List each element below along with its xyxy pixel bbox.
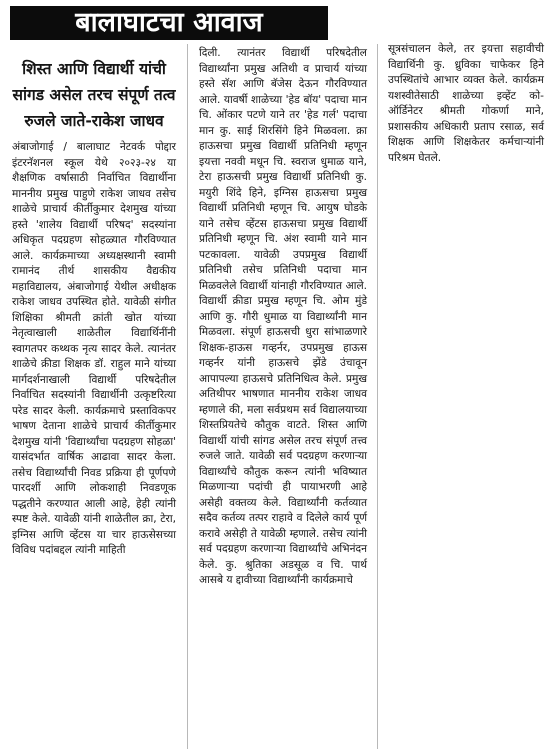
article-column-1 [12, 56, 176, 559]
headline-line-1: शिस्त आणि विद्यार्थी यांची [22, 60, 166, 78]
article-body-column-1: अंबाजोगाई / बालाघाट नेटवर्क पोद्दार इंटरनॅशनल स्कूल येथे २०२३-२४ या शैक्षणिक वर्षासाठी निर्वाचित विद्यार्थीना माननीय प्रमुख पाहुणे राकेश जाधव तसेच शाळेचे प्राचार्य कीर्तीकुमार देशमुख यांच्या हस्ते 'शालेय विद्यार्थी परिषद' सदस्यांना अधिकृत पदग्रहण सोहळ्यात गौरविण्यात आले. कार्यक्रमाच्या अध्यक्षस्थानी स्वामी रामानंद तीर्थ शासकीय वैद्यकीय महाविद्यालय, अंबाजोगाई येथील अधीक्षक राकेश जाधव उपस्थित होते. यावेळी संगीत शिक्षिका श्रीमती क्रांती खोत यांच्या नेतृत्वाखाली शाळेतील विद्यार्थिनींनी स्वागतपर कथ्थक नृत्य सादर केले. त्यानंतर शाळेचे क्रीडा शिक्षक डॉ. राहुल माने यांच्या मार्गदर्शनाखाली विद्यार्थी परिषदेतील निर्वाचित सदस्यांनी विद्यार्थीनी उत्कृष्टरित्या परेड सादर केली. कार्यक्रमाचे प्रस्ताविकपर भाषण देताना शाळेचे प्राचार्य कीर्तीकुमार देशमुख यांनी 'विद्यार्थ्यांचा पदग्रहण सोहळा' यासंदर्भात वार्षिक आढावा सादर केला. तसेच विद्यार्थ्यांची निवड प्रक्रिया ही पूर्णपणे पारदर्शी आणि लोकशाही निवडणूक पद्धतीने करण्यात आली आहे, हेही त्यांनी स्पष्ट केले. यावेळी यांनी शाळेतील क्रा, टेरा, इग्निस आणि व्हेंटस या चार हाऊसेसच्या विविध पदांबद्दल त्यांनी माहिती [12, 141, 176, 556]
column-divider [187, 44, 188, 749]
article-headline [12, 56, 176, 134]
article-column-2 [199, 46, 367, 589]
article-body-column-3: सूत्रसंचालन केले, तर इयत्ता सहावीची विद्यार्थिनी कु. ध्रुविका चाफेकर हिने उपस्थितांचे आभार व्यक्त केले. कार्यक्रम यशस्वीतेसाठी शाळेच्या इव्हेंट को-ऑर्डिनेटर श्रीमती गोकर्णा माने, प्रशासकीय अधिकारी प्रताप रसाळ, सर्व शिक्षक आणि शिक्षकेतर कर्मचाऱ्यांनी परिश्रम घेतले. [388, 43, 544, 164]
article-column-3 [388, 42, 544, 166]
newspaper-masthead: बालाघाटचा आवाज [10, 6, 328, 40]
headline-line-3: रुजले जाते-राकेश जाधव [24, 112, 164, 130]
article-body-column-2: दिली. त्यानंतर विद्यार्थी परिषदेतील विद्यार्थ्यांना प्रमुख अतिथी व प्राचार्य यांच्या हस्ते सॅश आणि बॅजेस देऊन गौरविण्यात आले. यावर्षी शाळेच्या 'हेड बॉय' पदाचा मान चि. ओंकार पटणे याने तर 'हेड गर्ल' पदाचा मान कु. साई शिरसिंगे हिने मिळवला. क्रा हाऊसचा प्रमुख विद्यार्थी प्रतिनिधी म्हणून इयत्ता नववी मधून चि. स्वराज धुमाळ याने, टेरा हाऊसची प्रमुख विद्यार्थी प्रतिनिधी कु. मयुरी शिंदे हिने, इग्निस हाऊसचा प्रमुख विद्यार्थी प्रतिनिधी म्हणून चि. आयुष घोडके याने तसेच व्हेंटस हाऊसचा प्रमुख विद्यार्थी प्रतिनिधी म्हणून चि. अंश स्वामी याने मान पटकावला. यावेळी उपप्रमुख विद्यार्थी प्रतिनिधी तसेच प्रतिनिधी पदाचा मान मिळवलेले विद्यार्थी यांनाही गौरविण्यात आले. विद्यार्थी क्रीडा प्रमुख म्हणून चि. ओम मुंडे आणि कु. गौरी धुमाळ या विद्यार्थ्यांनी मान मिळवला. संपूर्ण हाऊसची धुरा सांभाळणारे शिक्षक-हाऊस गव्हर्नर, उपप्रमुख हाऊस गव्हर्नर यांनी हाऊसचे झेंडे उंचावून आपापल्या हाऊसचे प्रतिनिधित्व केले. प्रमुख अतिथीपर भाषणात माननीय राकेश जाधव म्हणाले की, मला सर्वप्रथम सर्व विद्यालयाच्या शिस्तप्रियतेचे कौतुक वाटते. शिस्त आणि विद्यार्थी यांची सांगड असेल तरच संपूर्ण तत्त्व रुजले जाते. यावेळी सर्व पदग्रहण करणाऱ्या विद्यार्थ्यांचे कौतुक करून त्यांनी भविष्यात मिळणाऱ्या पदांची ही पायाभरणी आहे असेही वक्तव्य केले. विद्यार्थ्यांनी कर्तव्यात सदैव कर्तव्य तत्पर राहावे व दिलेले कार्य पूर्ण करावे असेही ते यावेळी म्हणाले. तसेच त्यांनी सर्व पदग्रहण करणाऱ्या विद्यार्थ्यांचे अभिनंदन केले. कु. श्रुतिका अडसूळ व चि. पार्थ आसबे य द्दावीच्या विद्यार्थ्यांनी कार्यक्रमाचे [199, 47, 367, 586]
headline-line-2: सांगड असेल तरच संपूर्ण तत्व [12, 86, 176, 104]
column-divider [377, 44, 378, 749]
